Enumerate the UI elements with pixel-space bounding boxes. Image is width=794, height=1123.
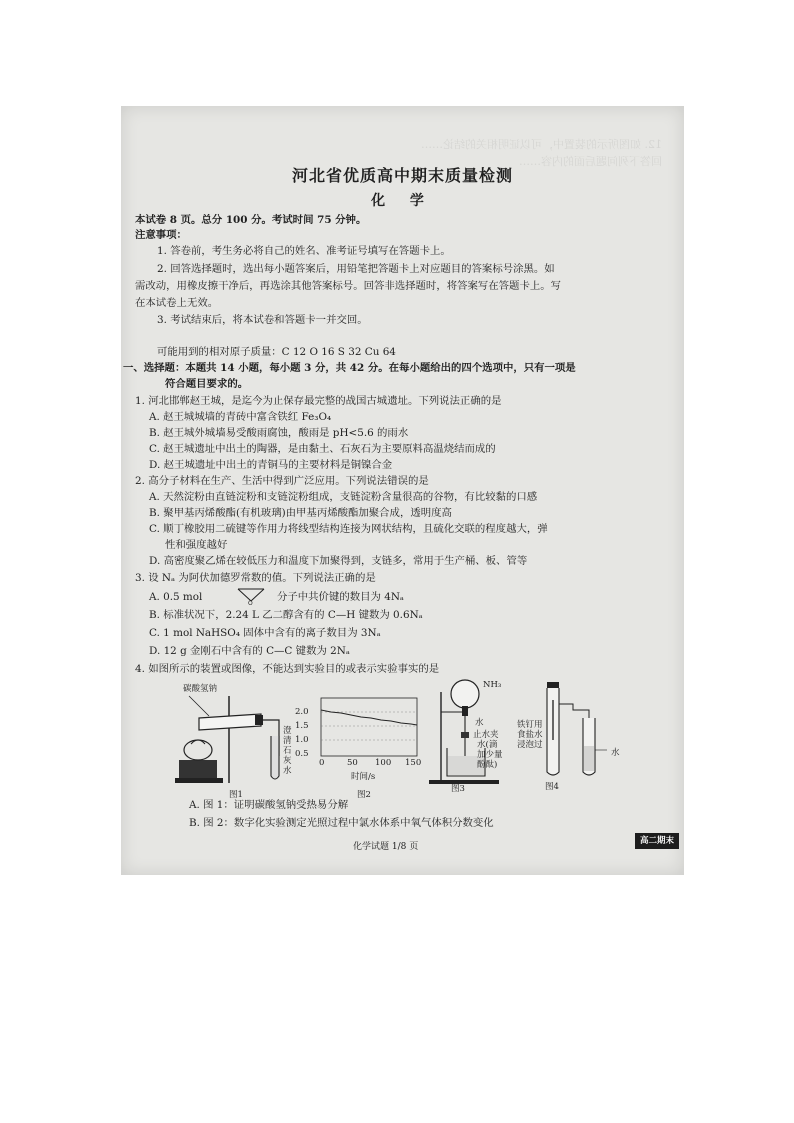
q1-stem: 1. 河北邯郸赵王城，是迄今为止保存最完整的战国古城遗址。下列说法正确的是 (135, 395, 502, 407)
q2-option-a: A. 天然淀粉由直链淀粉和支链淀粉组成，支链淀粉含量很高的谷物，有比较黏的口感 (149, 491, 538, 503)
svg-text:O: O (248, 600, 253, 606)
q2-option-c1: C. 顺丁橡胶用二硫键等作用力将线型结构连接为网状结构，且硫化交联的程度越大，弹 (149, 523, 548, 535)
fig2-ytick-2: 1.0 (295, 735, 309, 745)
fig2-ytick-1: 1.5 (295, 721, 309, 731)
q1-option-b: B. 赵王城外城墙易受酸雨腐蚀，酸雨是 pH<5.6 的雨水 (149, 427, 409, 439)
q3-stem: 3. 设 Nₐ 为阿伏加德罗常数的值。下列说法正确的是 (135, 572, 376, 584)
atomic-mass-line: 可能用到的相对原子质量：C 12 O 16 S 32 Cu 64 (157, 346, 396, 358)
q4-option-a: A. 图 1：证明碳酸氢钠受热易分解 (189, 799, 349, 811)
page-footer: 化学试题 1/8 页 (353, 842, 419, 852)
note-2b: 需改动，用橡皮擦干净后，再选涂其他答案标号。回答非选择题时，将答案写在答题卡上。写 (135, 280, 562, 292)
fig2-xtick-1: 50 (347, 758, 358, 768)
section-heading-a: 一、选择题：本题共 14 小题，每小题 3 分，共 42 分。在每小题给出的四个选项中，只有一项是 (123, 362, 576, 374)
fig1-caption: 图1 (229, 790, 243, 800)
q2-option-b: B. 聚甲基丙烯酸酯(有机玻璃)由甲基丙烯酸酯加聚合成，透明度高 (149, 507, 452, 519)
q1-option-d: D. 赵王城遗址中出土的青铜马的主要材料是铜镍合金 (149, 459, 393, 471)
fig2-ytick-0: 2.0 (295, 707, 309, 717)
notes-title: 注意事项： (135, 229, 187, 241)
q4-option-b: B. 图 2：数字化实验测定光照过程中氯水体系中氧气体积分数变化 (189, 817, 494, 829)
fig2-xlabel: 时间/s (351, 772, 376, 782)
fig3-label-water: 水 (475, 718, 484, 728)
fig1-label-limewater: 澄 清 石 灰 水 (283, 726, 292, 776)
fig1-label-nahco3: 碳酸氢钠 (183, 684, 218, 694)
q2-option-c2: 性和强度越好 (165, 539, 228, 551)
q3-option-a-post: 分子中共价键的数目为 4Nₐ (277, 591, 404, 603)
note-3: 3. 考试结束后，将本试卷和答题卡一并交回。 (157, 314, 368, 326)
figure-1-apparatus (169, 688, 299, 788)
page-info: 本试卷 8 页。总分 100 分。考试时间 75 分钟。 (135, 214, 367, 226)
fig3-label-clamp: 止水夹 (473, 730, 499, 740)
fig2-caption: 图2 (357, 790, 371, 800)
subject-title: 化 学 (371, 193, 434, 209)
section-heading-b: 符合题目要求的。 (165, 378, 249, 390)
fig2-ytick-3: 0.5 (295, 749, 309, 759)
figure-4-apparatus (537, 680, 617, 780)
grade-tag: 高二期末 (635, 833, 679, 849)
note-2a: 2. 回答选择题时，选出每小题答案后，用铅笔把答题卡上对应题目的答案标号涂黑。如 (157, 263, 555, 275)
fig3-label-nh3: NH₃ (483, 680, 502, 690)
q4-stem: 4. 如图所示的装置或图像，不能达到实验目的或表示实验事实的是 (135, 663, 440, 675)
q3-option-b: B. 标准状况下，2.24 L 乙二醇含有的 C—H 键数为 0.6Nₐ (149, 609, 423, 621)
note-1: 1. 答卷前，考生务必将自己的姓名、准考证号填写在答题卡上。 (157, 245, 451, 257)
fig2-xtick-2: 100 (375, 758, 392, 768)
exam-title: 河北省优质高中期末质量检测 (291, 166, 513, 185)
q2-stem: 2. 高分子材料在生产、生活中得到广泛应用。下列说法错误的是 (135, 475, 429, 487)
q1-option-a: A. 赵王城城墙的青砖中富含铁红 Fe₃O₄ (149, 411, 332, 423)
q3-option-d: D. 12 g 金刚石中含有的 C—C 键数为 2Nₐ (149, 645, 350, 657)
q3-option-a-pre: A. 0.5 mol (149, 591, 203, 603)
fig4-label-nail: 铁钉用 食盐水 浸泡过 (517, 720, 543, 750)
epoxide-structure-icon (233, 584, 269, 606)
fig4-caption: 图4 (545, 782, 559, 792)
q1-option-c: C. 赵王城遗址中出土的陶器，是由黏土、石灰石为主要原料高温烧结而成的 (149, 443, 496, 455)
fig3-caption: 图3 (451, 784, 465, 794)
q2-option-d: D. 高密度聚乙烯在较低压力和温度下加聚得到，支链多，常用于生产桶、板、管等 (149, 555, 528, 567)
exam-page (121, 106, 684, 875)
fig4-label-water: 水 (611, 748, 620, 758)
note-2c: 在本试卷上无效。 (135, 297, 219, 309)
fig3-label-beaker: 水(滴 加少量 酚酞) (477, 740, 503, 770)
fig2-xtick-3: 150 (405, 758, 422, 768)
q3-option-c: C. 1 mol NaHSO₄ 固体中含有的离子数目为 3Nₐ (149, 627, 381, 639)
fig2-xtick-0: 0 (319, 758, 325, 768)
bleed-through-text: 12. 如图所示的装置中，可以证明相关的结论…… 回答下列问题后面的内容…… (421, 138, 662, 168)
